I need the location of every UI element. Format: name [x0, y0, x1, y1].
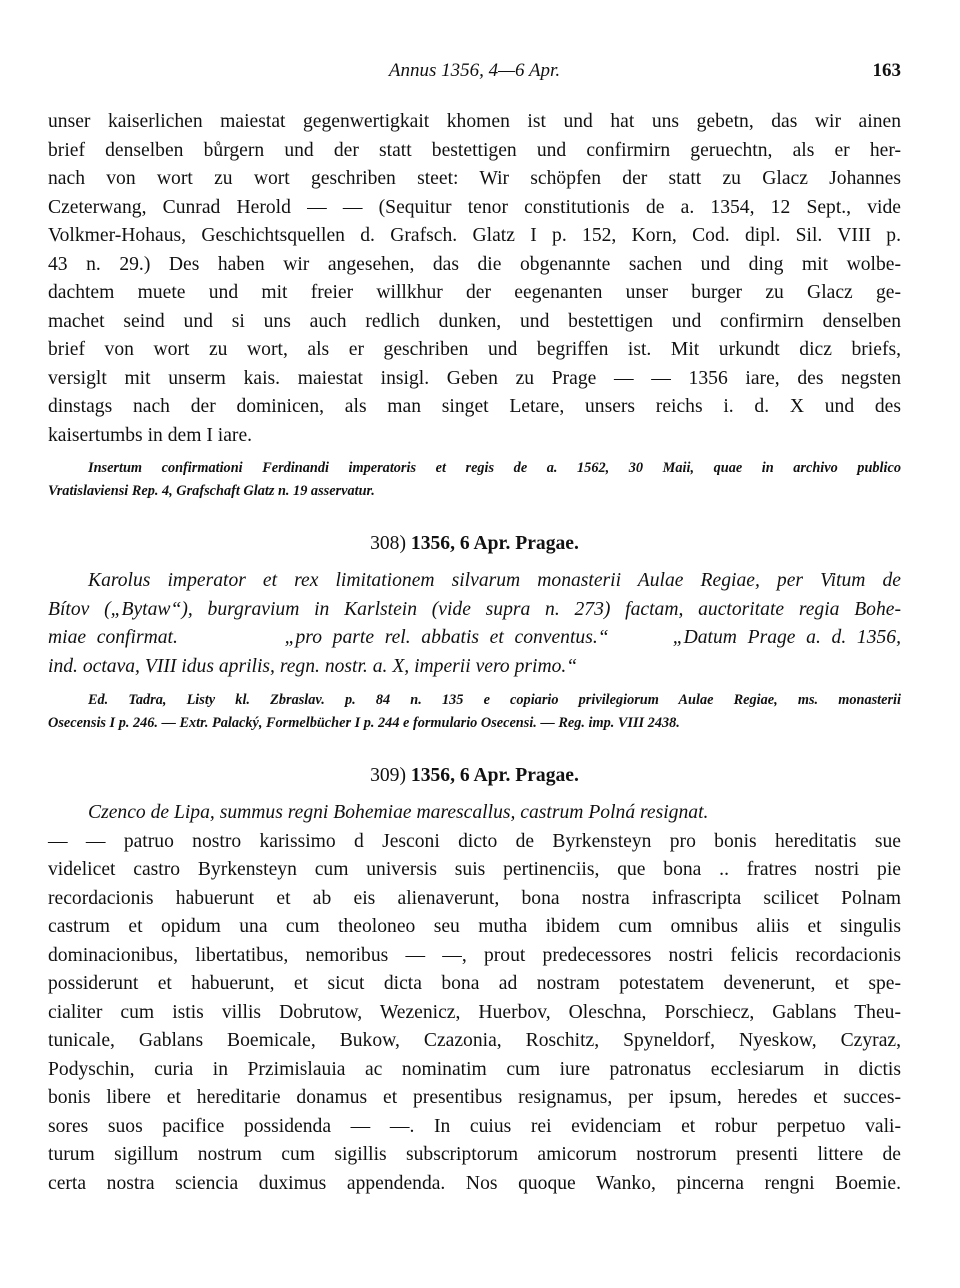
document-number: 308): [370, 533, 406, 554]
document-text-309: [48, 828, 901, 1199]
edition-line: Osecensis I p. 246. — Extr. Palacký, Formelbücher I p. 244 e formulario Osecensi. — Reg. imp. VIII 2438.: [48, 715, 680, 731]
regest-309: Czenco de Lipa, summus regni Bohemiae marescallus, castrum Polná resignat.: [88, 802, 709, 823]
text-line: — — patruo nostro karissimo d Jesconi dicto de Byrkensteyn pro bonis hereditatis sue: [48, 830, 901, 852]
text-line: brief von wort zu wort, als er geschriben und begriffen ist. Mit urkundt dicz briefs,: [48, 339, 901, 360]
text-line: tunicale, Gablans Boemicale, Bukow, Czazonia, Roschitz, Spyneldorf, Nyeskow, Czyraz,: [48, 1030, 901, 1051]
running-title: Annus 1356, 4—6 Apr.: [388, 60, 561, 81]
text-line: Czeterwang, Cunrad Herold — — (Sequitur tenor constitutionis de a. 1354, 12 Sept., vide: [48, 196, 901, 218]
text-line: dinstags nach der dominicen, als man singet Letare, unsers reichs i. d. X und des: [48, 396, 901, 417]
text-line: unser kaiserlichen maiestat gegenwertigkait khomen ist und hat uns gebetn, das wir ainen: [48, 111, 901, 132]
document-number: 309): [370, 765, 406, 786]
document-heading-308: [48, 533, 901, 555]
text-line: dachtem muete und mit freier willkhur der eegenanten unser burger zu Glacz ge-: [48, 282, 901, 303]
text-line: castrum et opidum una cum theoloneo seu mutha ibidem cum omnibus aliis et singulis: [48, 916, 901, 937]
text-line: videlicet castro Byrkensteyn cum universis suis pertinenciis, que bona .. fratres nostri pie: [48, 859, 901, 880]
text-line: nach von wort zu wort geschriben steet: Wir schöpfen der statt zu Glacz Johannes: [48, 168, 901, 189]
text-line: versiglt mit unserm kais. maiestat insigl. Geben zu Prage — — 1356 iare, des negsten: [48, 367, 901, 389]
text-line: certa nostra sciencia duximus appendenda. Nos quoque Wanko, pincerna rengni Boemie.: [48, 1172, 901, 1194]
text-line: possiderunt et habuerunt, et sicut dicta bona ad nostram potestatem devenerunt, et spe-: [48, 973, 901, 994]
document-heading-309: [48, 765, 901, 787]
text-line: Podyschin, curia in Przimislauia ac nominatim cum iure patronatus ecclesiarum in dictis: [48, 1058, 901, 1080]
regest-line: miae confirmat. „pro parte rel. abbatis et conventus.“ „Datum Prage a. d. 1356,: [48, 627, 901, 648]
document-date: 1356, 6 Apr. Pragae.: [410, 533, 579, 554]
regest-line: ind. octava, VIII idus aprilis, regn. nostr. a. X, imperii vero primo.“: [48, 655, 578, 677]
book-page: [48, 58, 901, 1198]
text-line: recordacionis habuerunt et ab eis alienaverunt, bona nostra infrascripta scilicet Polnam: [48, 887, 901, 909]
continuation-text: [48, 108, 901, 450]
source-note: [48, 457, 901, 503]
note-line: Insertum confirmationi Ferdinandi imperatoris et regis de a. 1562, 30 Maii, quae in archivo publico: [88, 460, 901, 476]
text-line: machet seind und si uns auch redlich dunken, und bestettigen und confirmirn denselben: [48, 310, 901, 332]
text-line: bonis libere et hereditarie donamus et presentibus resignamus, per ipsum, heredes et succes-: [48, 1087, 901, 1108]
page-number: 163: [872, 60, 901, 81]
note-line: Vratislaviensi Rep. 4, Grafschaft Glatz n. 19 asservatur.: [48, 483, 375, 499]
text-line: dominacionibus, libertatibus, nemoribus — —, prout predecessores nostri felicis recordacionis: [48, 944, 901, 966]
edition-line: Ed. Tadra, Listy kl. Zbraslav. p. 84 n. 135 e copiario privilegiorum Aulae Regiae, ms. monasterii: [88, 692, 901, 708]
regest-line: Karolus imperator et rex limitationem silvarum monasterii Aulae Regiae, per Vitum de: [88, 570, 901, 591]
edition-note-308: [48, 689, 901, 735]
text-line: Volkmer-Hohaus, Geschichtsquellen d. Grafsch. Glatz I p. 152, Korn, Cod. dipl. Sil. VIII p.: [48, 225, 901, 246]
document-date: 1356, 6 Apr. Pragae.: [410, 765, 579, 786]
text-line: brief denselben bůrgern und der statt bestettigen und confirmirn geruechtn, als er her-: [48, 139, 901, 161]
text-line: kaisertumbs in dem I iare.: [48, 424, 253, 446]
text-line: sores suos pacifice possidenda — —. In cuius rei evidenciam et robur perpetuo vali-: [48, 1115, 901, 1137]
text-line: turum sigillum nostrum cum sigillis subscriptorum amicorum nostrorum presenti littere de: [48, 1144, 901, 1165]
text-line: 43 n. 29.) Des haben wir angesehen, das die obgenannte sachen und ding mit wolbe-: [48, 253, 901, 275]
regest-line: Bítov („Bytaw“), burgravium in Karlstein (vide supra n. 273) factam, auctoritate regia Bohe-: [48, 598, 901, 620]
regest-308: [48, 567, 901, 681]
page-header: [48, 58, 901, 88]
text-line: cialiter cum istis villis Dobrutow, Wezenicz, Huerbov, Oleschna, Porschiecz, Gablans Theu-: [48, 1001, 901, 1023]
